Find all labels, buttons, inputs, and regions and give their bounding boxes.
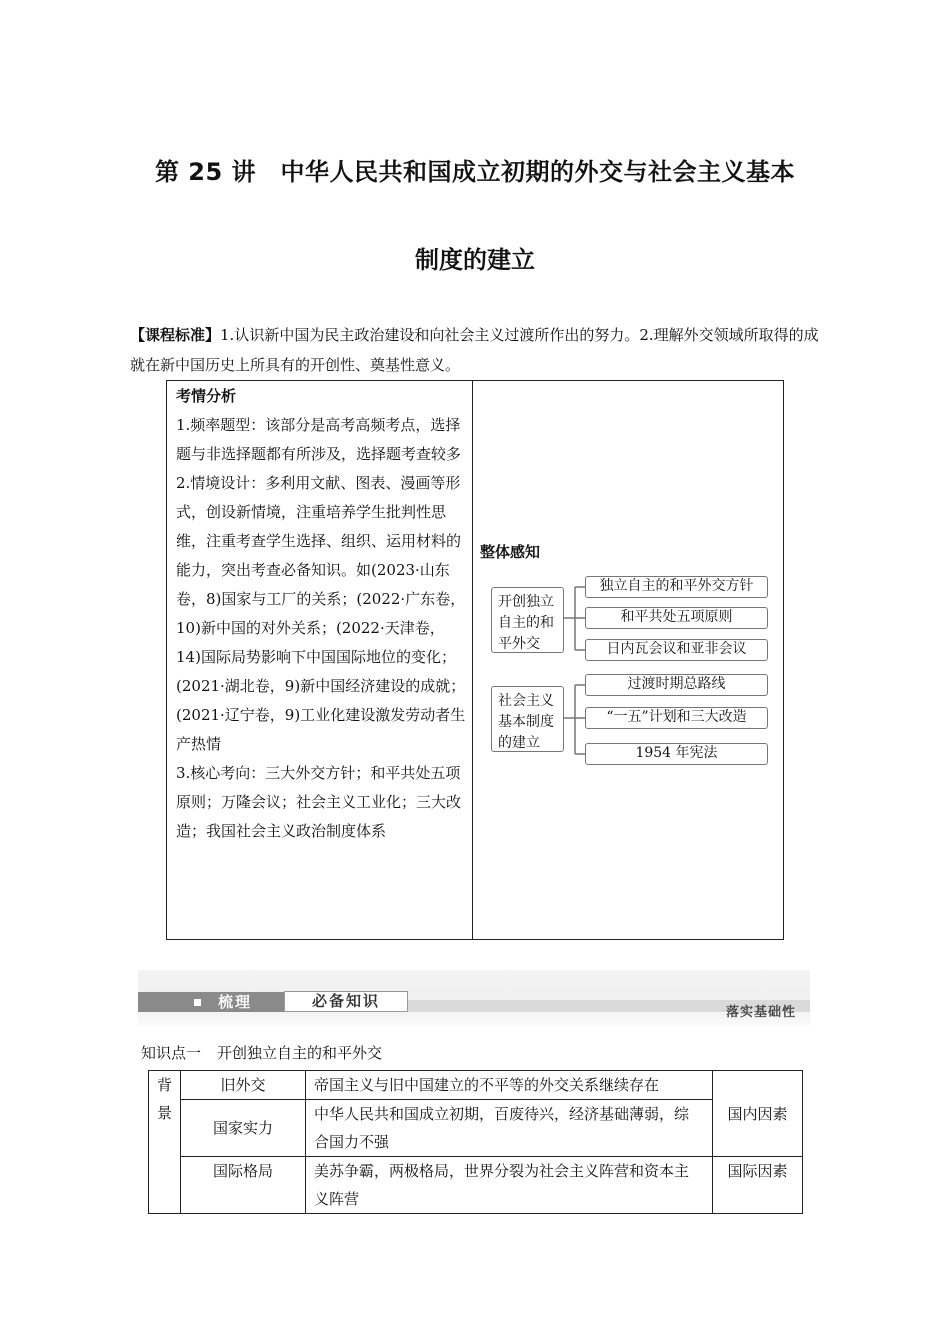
row-label: 国际格局	[181, 1157, 306, 1214]
table-row	[149, 1100, 803, 1157]
knowledge-point-prefix: 知识点一	[141, 1044, 202, 1062]
domestic-factor-tag: 国内因素	[713, 1071, 803, 1157]
overview-title: 整体感知	[480, 543, 541, 561]
exam-analysis-title: 考情分析	[176, 387, 237, 405]
banner-right-label: 落实基础性	[725, 1005, 796, 1020]
table-row	[149, 1071, 803, 1100]
exam-analysis-item-1: 1.频率题型：该部分是高考高频考点，选择题与非选择题都有所涉及，选择题考查较多	[176, 416, 462, 463]
mindmap-leaf: “一五”计划和三大改造	[585, 707, 768, 729]
exam-analysis-item-2: 2.情境设计：多利用文献、图表、漫画等形式，创设新情境，注重培养学生批判性思维，注重考查学生选择、组织、运用材料的能力，突出考查必备知识。如(2023·山东卷，8)国家与工厂的关系；(2022·广东卷，10)新中国的对外关系；(2022·天津卷，14)国际局势影响下中国国际地位的变化；(2021·湖北卷，9)新中国经济建设的成就；(2021·辽宁卷，9)工业化建设激发劳动者生产热情	[176, 474, 466, 753]
mindmap-leaf: 和平共处五项原则	[585, 607, 768, 629]
lecture-title-line2: 制度的建立	[415, 246, 535, 274]
mindmap-leaf: 1954 年宪法	[585, 743, 768, 765]
background-label: 背景	[149, 1071, 181, 1214]
banner-box-label: 必备知识	[284, 991, 408, 1012]
course-standard-label: 【课程标准】	[130, 326, 221, 344]
row-label: 国家实力	[181, 1100, 306, 1157]
square-bullet-icon	[194, 999, 201, 1006]
mindmap-leaf: 过渡时期总路线	[585, 674, 768, 696]
banner-left-label: 梳理	[218, 993, 253, 1011]
exam-analysis-item-3: 3.核心考向：三大外交方针；和平共处五项原则；万隆会议；社会主义工业化；三大改造；我国社会主义政治制度体系	[176, 764, 462, 840]
knowledge-point-table	[148, 1070, 803, 1214]
international-factor-tag: 国际因素	[713, 1157, 803, 1214]
section-banner	[138, 970, 810, 1026]
table-row	[149, 1157, 803, 1214]
row-content: 美苏争霸，两极格局，世界分裂为社会主义阵营和资本主义阵营	[306, 1157, 713, 1214]
knowledge-point-heading	[141, 1042, 382, 1063]
knowledge-point-title: 开创独立自主的和平外交	[217, 1044, 383, 1062]
course-standard-text: 1.认识新中国为民主政治建设和向社会主义过渡所作出的努力。2.理解外交领域所取得的成就在新中国历史上所具有的开创性、奠基性意义。	[130, 326, 819, 374]
mindmap-node-socialist-system: 社会主义基本制度的建立	[491, 686, 564, 752]
row-label: 旧外交	[181, 1071, 306, 1100]
mindmap-leaf: 日内瓦会议和亚非会议	[585, 639, 768, 661]
row-content: 帝国主义与旧中国建立的不平等的外交关系继续存在	[306, 1071, 713, 1100]
mindmap-leaf: 独立自主的和平外交方针	[585, 576, 768, 598]
mindmap-node-peaceful-diplomacy: 开创独立自主的和平外交	[491, 587, 564, 653]
lecture-title-line1: 第 25 讲 中华人民共和国成立初期的外交与社会主义基本	[154, 158, 796, 186]
row-content: 中华人民共和国成立初期，百废待兴，经济基础薄弱，综合国力不强	[306, 1100, 713, 1157]
